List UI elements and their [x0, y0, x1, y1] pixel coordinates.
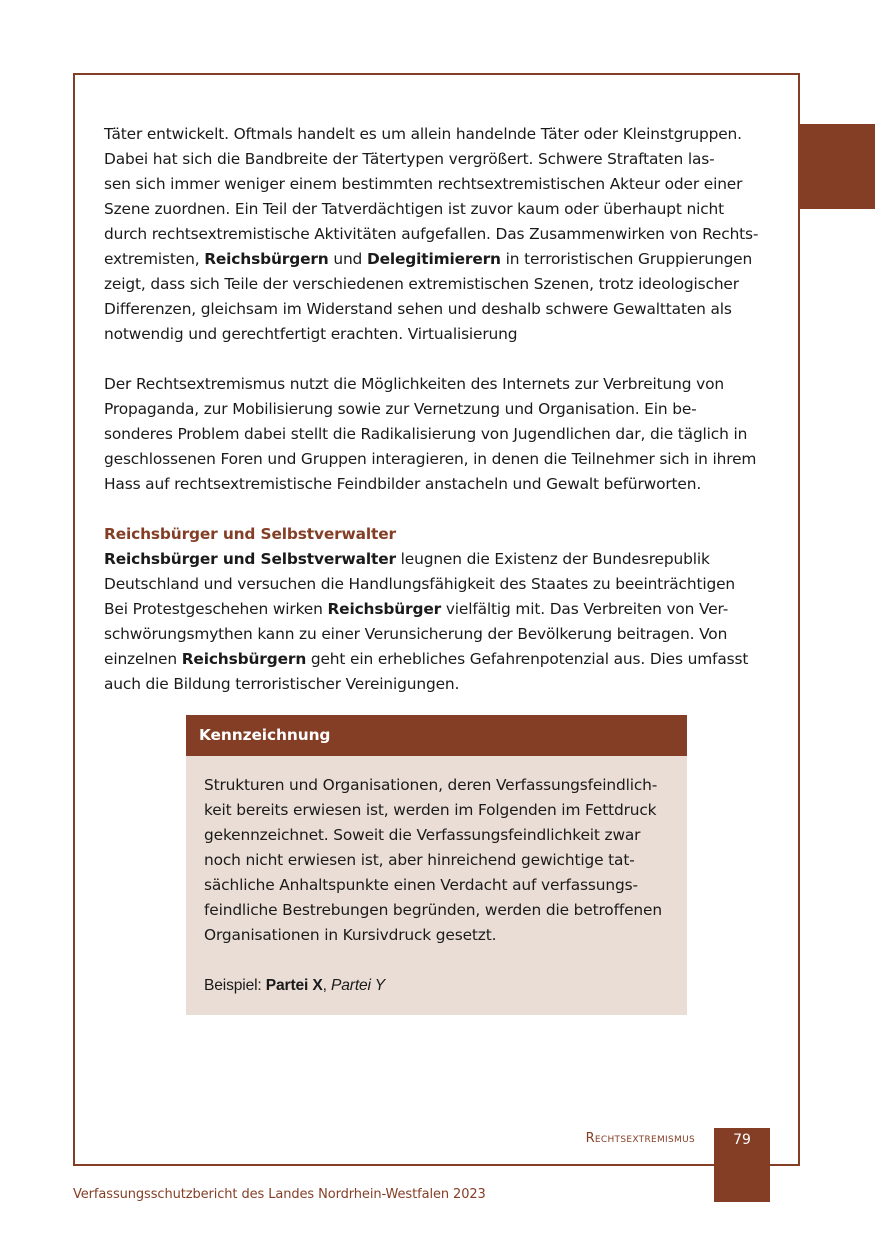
text-line: Szene zuordnen. Ein Teil der Tatverdächtigen ist zuvor kaum oder überhaupt nicht	[104, 200, 724, 218]
text-line: gekennzeichnet. Soweit die Verfassungsfeindlichkeit zwar	[204, 826, 641, 844]
text-line: notwendig und gerechtfertigt erachten. Virtualisierung	[104, 325, 518, 343]
text-segment: leugnen die Existenz der Bundesrepublik	[395, 550, 710, 568]
example-separator: ,	[322, 977, 332, 994]
paragraph-gap	[104, 497, 774, 522]
footer-publication-title: Verfassungsschutzbericht des Landes Nordrhein-Westfalen 2023	[73, 1187, 486, 1202]
bold-term-reichsbuergern: Reichsbürgern	[181, 650, 307, 668]
running-section-label: Rechtsextremismus	[585, 1131, 695, 1146]
text-line: geschlossenen Foren und Gruppen interagieren, in denen die Teilnehmer sich in ihrem	[104, 450, 757, 468]
main-text	[104, 122, 774, 697]
bold-term-delegitimierern: Delegitimierern	[366, 250, 501, 268]
section-heading: Reichsbürger und Selbstverwalter	[104, 525, 396, 543]
bold-term-reichsbuerger-selbstverwalter: Reichsbürger und Selbstverwalter	[104, 550, 396, 568]
text-line: durch rechtsextremistische Aktivitäten aufgefallen. Das Zusammenwirken von Rechts-	[104, 225, 759, 243]
bold-term-reichsbuergern: Reichsbürgern	[204, 250, 329, 268]
example-label: Beispiel:	[204, 977, 266, 994]
infobox-body	[186, 756, 687, 998]
text-line: sächliche Anhaltspunkte einen Verdacht auf verfassungs-	[204, 876, 638, 894]
text-segment: einzelnen	[104, 650, 182, 668]
text-line: Dabei hat sich die Bandbreite der Tätertypen vergrößert. Schwere Straftaten las-	[104, 150, 715, 168]
text-line: sen sich immer weniger einem bestimmten rechtsextremistischen Akteur oder einer	[104, 175, 743, 193]
text-line: schwörungsmythen kann zu einer Verunsicherung der Bevölkerung beitragen. Von	[104, 625, 728, 643]
text-line: auch die Bildung terroristischer Vereinigungen.	[104, 675, 460, 693]
paragraph-2	[104, 372, 774, 497]
text-line: Der Rechtsextremismus nutzt die Möglichkeiten des Internets zur Verbreitung von	[104, 375, 724, 393]
bold-term-reichsbuerger: Reichsbürger	[327, 600, 442, 618]
text-segment: Bei Protestgeschehen wirken	[104, 600, 328, 618]
text-line	[104, 597, 774, 622]
text-line: Hass auf rechtsextremistische Feindbilder anstacheln und Gewalt befürworten.	[104, 475, 702, 493]
example-bold: Partei X	[265, 977, 323, 994]
text-segment: und	[328, 250, 367, 268]
section-reichsbuerger	[104, 522, 774, 697]
text-line: Differenzen, gleichsam im Widerstand sehen und deshalb schwere Gewalttaten als	[104, 300, 732, 318]
text-line: Täter entwickelt. Oftmals handelt es um allein handelnde Täter oder Kleinstgruppen.	[104, 125, 742, 143]
infobox-example	[204, 973, 687, 998]
text-line: Strukturen und Organisationen, deren Verfassungsfeindlich-	[204, 776, 658, 794]
text-segment: vielfältig mit. Das Verbreiten von Ver-	[441, 600, 729, 618]
text-segment: geht ein erhebliches Gefahrenpotenzial aus. Dies umfasst	[306, 650, 749, 668]
paragraph-1	[104, 122, 774, 347]
text-segment: extremisten,	[104, 250, 205, 268]
text-line	[104, 647, 774, 672]
infobox-title: Kennzeichnung	[186, 715, 687, 756]
text-segment: in terroristischen Gruppierungen	[500, 250, 753, 268]
text-line: keit bereits erwiesen ist, werden im Folgenden im Fettdruck	[204, 801, 657, 819]
text-line: feindliche Bestrebungen begründen, werden die betroffenen	[204, 901, 662, 919]
page-number: 79	[733, 1132, 751, 1148]
paragraph-gap	[104, 347, 774, 372]
text-line: Propaganda, zur Mobilisierung sowie zur Vernetzung und Organisation. Ein be-	[104, 400, 697, 418]
text-line	[104, 547, 774, 572]
example-italic: Partei Y	[331, 977, 386, 994]
text-line: Organisationen in Kursivdruck gesetzt.	[204, 926, 497, 944]
text-line: zeigt, dass sich Teile der verschiedenen extremistischen Szenen, trotz ideologischer	[104, 275, 739, 293]
page-number-box	[714, 1128, 770, 1202]
text-line: Deutschland und versuchen die Handlungsfähigkeit des Staates zu beeinträchtigen	[104, 575, 735, 593]
text-line: sonderes Problem dabei stellt die Radikalisierung von Jugendlichen dar, die täglich in	[104, 425, 748, 443]
chapter-tab-marker	[798, 124, 875, 209]
text-line	[104, 247, 774, 272]
kennzeichnung-infobox	[186, 715, 687, 1015]
text-line: noch nicht erwiesen ist, aber hinreichend gewichtige tat-	[204, 851, 635, 869]
